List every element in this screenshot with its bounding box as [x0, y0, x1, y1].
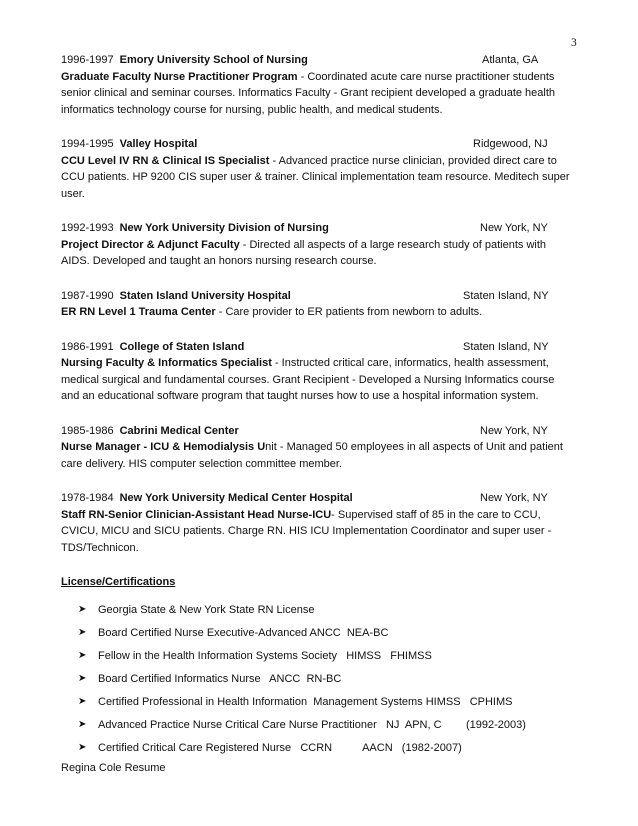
entry-description: - Coordinated acute care nurse practitioner students senior clinical and seminar courses. Informatics Faculty - Grant recipient developed a graduate health informatics technology course for nursing, public health, and medical students. [61, 70, 556, 116]
certifications-list [61, 601, 571, 762]
certification-text: Advanced Practice Nurse Critical Care Nurse Practitioner NJ APN, C (1992-2003) [98, 718, 526, 731]
entry-body [61, 355, 571, 405]
experience-entry [61, 136, 571, 202]
entry-title: Staff RN-Senior Clinician-Assistant Head Nurse-ICU [61, 508, 332, 521]
certification-item [78, 716, 571, 739]
certification-text: Board Certified Informatics Nurse ANCC RN-BC [98, 672, 342, 685]
experience-entry [61, 490, 571, 556]
entry-years: 1987-1990 [61, 289, 114, 302]
entry-title: Graduate Faculty Nurse Practitioner Program [61, 70, 298, 83]
entry-header [61, 288, 571, 305]
certification-text: Georgia State & New York State RN License [98, 603, 315, 616]
entry-location: Atlanta, GA [482, 54, 539, 66]
arrow-bullet-icon: ➤ [78, 626, 87, 638]
experience-entry [61, 52, 571, 118]
entry-years: 1986-1991 [61, 340, 114, 353]
entry-organization: Cabrini Medical Center [119, 424, 239, 437]
entry-location: Staten Island, NY [463, 289, 549, 302]
arrow-bullet-icon: ➤ [78, 695, 87, 707]
certification-text: Board Certified Nurse Executive-Advanced ANCC NEA-BC [98, 626, 389, 639]
entry-years: 1978-1984 [61, 492, 114, 504]
certification-text: Certified Professional in Health Information Management Systems HIMSS CPHIMS [98, 695, 513, 708]
entry-organization: Emory University School of Nursing [119, 54, 308, 66]
arrow-bullet-icon: ➤ [78, 649, 87, 661]
experience-entry [61, 220, 571, 270]
arrow-bullet-icon: ➤ [78, 741, 87, 753]
entry-title: ER RN Level 1 Trauma Center [61, 306, 216, 318]
entry-header [61, 490, 571, 507]
entry-years: 1996-1997 [61, 54, 114, 66]
experience-entry [61, 288, 571, 321]
entry-header [61, 136, 571, 153]
certification-item [78, 601, 571, 624]
footer-text: Regina Cole Resume [61, 762, 166, 774]
arrow-bullet-icon: ➤ [78, 718, 87, 730]
entry-organization: College of Staten Island [119, 340, 245, 353]
entry-body [61, 439, 571, 472]
arrow-bullet-icon: ➤ [78, 603, 87, 615]
entry-body [61, 153, 571, 203]
entry-body [61, 507, 571, 557]
entry-description: - Advanced practice nurse clinician, provided direct care to CCU patients. HP 9200 CIS super user & trainer. Clinical implementation team resource. Meditech super user. [61, 154, 570, 200]
experience-entry [61, 423, 571, 473]
entry-organization: New York University Medical Center Hospital [119, 492, 353, 504]
entry-body [61, 237, 571, 270]
entry-header [61, 339, 571, 356]
arrow-bullet-icon: ➤ [78, 672, 87, 684]
entry-location: Ridgewood, NJ [473, 138, 548, 150]
entry-description: - Directed all aspects of a large research study of patients with AIDS. Developed and taught an honors nursing research course. [61, 238, 547, 267]
certification-item [78, 670, 571, 693]
certification-item [78, 624, 571, 647]
entry-description: nit - Managed 50 employees in all aspects of Unit and patient care delivery. HIS computer selection committee member. [61, 441, 563, 470]
entry-header [61, 423, 571, 440]
entry-title: Nurse Manager - ICU & Hemodialysis U [61, 441, 266, 453]
entry-years: 1994-1995 [61, 138, 114, 150]
certification-text: Certified Critical Care Registered Nurse CCRN AACN (1982-2007) [98, 741, 462, 754]
entry-location: New York, NY [480, 424, 548, 437]
entry-years: 1992-1993 [61, 222, 114, 234]
entry-description: - Care provider to ER patients from newborn to adults. [215, 306, 483, 318]
entry-location: New York, NY [480, 222, 548, 234]
entry-description: - Instructed critical care, informatics, health assessment, medical surgical and fundamental courses. Grant Recipient - Developed a Nursing Informatics course and an educational software program that taught nurses how to use a hospital information system. [61, 357, 555, 402]
entry-body [61, 304, 571, 321]
experience-entry [61, 339, 571, 405]
entry-organization: Valley Hospital [119, 138, 198, 150]
entry-header [61, 220, 571, 237]
certification-item [78, 647, 571, 670]
entry-location: Staten Island, NY [463, 340, 549, 353]
certification-text: Fellow in the Health Information Systems Society HIMSS FHIMSS [98, 649, 432, 662]
entry-organization: Staten Island University Hospital [119, 289, 291, 302]
resume-content [61, 52, 571, 762]
entry-years: 1985-1986 [61, 424, 114, 437]
page-number: 3 [571, 37, 577, 49]
entry-body [61, 69, 571, 119]
certifications-heading: License/Certifications [61, 576, 176, 588]
entry-location: New York, NY [480, 492, 548, 504]
certification-item [78, 693, 571, 716]
entry-organization: New York University Division of Nursing [119, 222, 329, 234]
entry-header [61, 52, 571, 69]
certification-item [78, 739, 571, 762]
entry-title: Project Director & Adjunct Faculty [61, 238, 240, 251]
entry-description: - Supervised staff of 85 in the care to CCU, CVICU, MICU and SICU patients. Charge RN. HIS ICU Implementation Coordinator and super user - TDS/Technicon. [61, 508, 552, 554]
entry-title: CCU Level IV RN & Clinical IS Specialist [61, 154, 270, 167]
entry-title: Nursing Faculty & Informatics Specialist [61, 357, 272, 369]
